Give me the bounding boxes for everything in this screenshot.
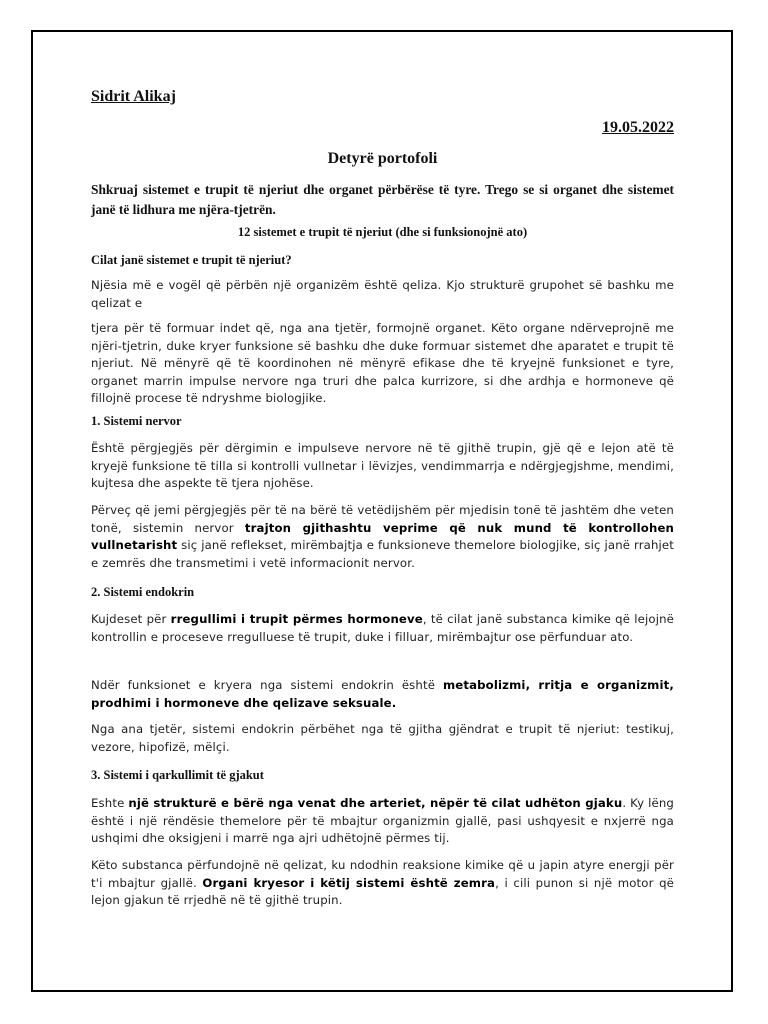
question-heading: Cilat janë sistemet e trupit të njeriut? bbox=[91, 253, 292, 267]
plain-text: , i cili punon si një motor që lejon gjakun të rrjedhë në të gjithë trupin. bbox=[91, 875, 674, 907]
section-3-paragraph-1 bbox=[91, 795, 674, 848]
intro-paragraph-1: Njësia më e vogël që përbën një organizëm është qeliza. Kjo strukturë grupohet së bashku me qelizat e bbox=[91, 278, 674, 310]
plain-text: Eshte bbox=[91, 796, 129, 810]
plain-text: , të cilat janë substanca kimike që lejojnë kontrollin e proceseve rregulluese të trupit, duke i filluar, mirëmbajtur ose përfunduar ato. bbox=[91, 612, 674, 644]
plain-text: Përveç që jemi përgjegjës për të na bërë të vetëdijshëm për mjedisin tonë të jashtëm dhe veten tonë, sistemin nervor bbox=[91, 503, 674, 535]
plain-text: Ndër funksionet e kryera nga sistemi endokrin është bbox=[91, 678, 443, 692]
plain-text: siç janë reflekset, mirëmbajtja e funksioneve themelore biologjike, siç janë rrahjet e zemrës dhe transmetimi i vetë informacionit nervor. bbox=[91, 538, 674, 570]
section-3-heading: 3. Sistemi i qarkullimit të gjakut bbox=[91, 768, 264, 782]
bold-text: rregullimi i trupit përmes hormoneve bbox=[170, 612, 423, 626]
bold-text: trajton gjithashtu veprime që nuk mund të kontrollohen vullnetarisht bbox=[91, 520, 674, 552]
author-name: Sidrit Alikaj bbox=[91, 88, 176, 105]
document-title: Detyrë portofoli bbox=[327, 150, 438, 167]
section-1-paragraph-2 bbox=[91, 502, 674, 572]
section-2-paragraph-2 bbox=[91, 677, 674, 712]
plain-text: Kujdeset për bbox=[91, 612, 171, 626]
section-2-paragraph-3: Nga ana tjetër, sistemi endokrin përbëhet nga të gjitha gjëndrat e trupit të njeriut: testikuj, vezore, hipofizë, mëlçi. bbox=[91, 722, 674, 754]
bold-text: metabolizmi, rritja e organizmit, prodhimi i hormoneve dhe qelizave seksuale. bbox=[91, 678, 674, 710]
bold-text: Organi kryesor i këtij sistemi është zemra bbox=[202, 875, 496, 890]
section-2-paragraph-1 bbox=[91, 611, 674, 646]
plain-text: Këto substanca përfundojnë në qelizat, ku ndodhin reaksione kimike që u japin atyre energji për t'i mbajtur gjallë. bbox=[91, 858, 674, 890]
plain-text: . Ky lëng është i një rëndësie themelore për të mbajtur organizmin gjallë, pasi ushqyesit e nxjerrë nga ushqimi dhe oksigjeni i marrë nga ajri udhëtojnë përmes tij. bbox=[91, 796, 674, 845]
task-statement: Shkruaj sistemet e trupit të njeriut dhe organet përbërëse të tyre. Trego se si organet dhe sistemet janë të lidhura me njëra-tjetrën. bbox=[91, 182, 674, 217]
section-1-paragraph-1: Është përgjegjës për dërgimin e impulseve nervore në të gjithë trupin, gjë që e lejon atë të kryejë funksione të tilla si kontrolli vullnetar i lëvizjes, vendimmarrja e ndërgjegjshme, mendimi, kujtesa dhe aspekte të tjera njohëse. bbox=[91, 441, 674, 490]
intro-paragraph-2: tjera për të formuar indet që, nga ana tjetër, formojnë organet. Këto organe ndërveprojnë me njëri-tjetrin, duke kryer funksione së bashku dhe duke formuar sistemet dhe aparatet e trupit të njeriut. Në mënyrë që të koordinohen në mënyrë efikase dhe të kryejnë funksionet e tyre, organet marrin impulse nervore nga truri dhe palca kurrizore, si dhe ardhja e hormoneve që fillojnë procese të ndryshme biologjike. bbox=[91, 321, 674, 405]
section-1-heading: 1. Sistemi nervor bbox=[91, 414, 182, 428]
document-date: 19.05.2022 bbox=[602, 119, 674, 136]
document-subtitle: 12 sistemet e trupit të njeriut (dhe si funksionojnë ato) bbox=[237, 225, 528, 239]
section-3-paragraph-2 bbox=[91, 857, 674, 910]
section-2-heading: 2. Sistemi endokrin bbox=[91, 585, 195, 599]
bold-text: një strukturë e bërë nga venat dhe arteriet, nëpër të cilat udhëton gjaku bbox=[128, 796, 623, 810]
